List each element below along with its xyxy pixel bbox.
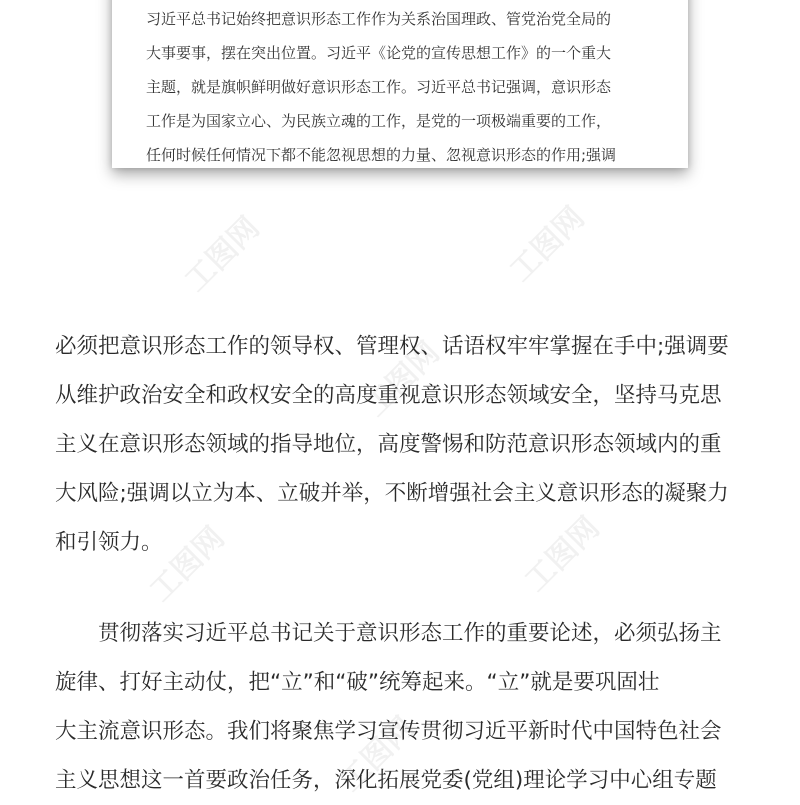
watermark: 工图网 <box>143 520 232 609</box>
paragraph-line: 必须把意识形态工作的领导权、管理权、话语权牢牢掌握在手中;强调要 <box>55 334 729 359</box>
watermark: 工图网 <box>518 510 607 599</box>
paragraph-line: 主义在意识形态领域的指导地位，高度警惕和防范意识形态领域内的重 <box>55 432 722 457</box>
quote-line: 主题，就是旗帜鲜明做好意识形态工作。习近平总书记强调，意识形态 <box>146 78 612 96</box>
quote-card <box>112 0 688 168</box>
paragraph-2 <box>55 609 755 805</box>
quote-line: 任何时候任何情况下都不能忽视思想的力量、忽视意识形态的作用;强调 <box>146 146 617 164</box>
paragraph-line: 大风险;强调以立为本、立破并举，不断增强社会主义意识形态的凝聚力 <box>55 481 729 506</box>
paragraph-line: 从维护政治安全和政权安全的高度重视意识形态领域安全，坚持马克思 <box>55 383 722 408</box>
quote-line: 工作是为国家立心、为民族立魂的工作，是党的一项极端重要的工作， <box>146 112 612 130</box>
paragraph-line: 贯彻落实习近平总书记关于意识形态工作的重要论述，必须弘扬主 <box>98 621 722 646</box>
quote-line: 习近平总书记始终把意识形态工作作为关系治国理政、管党治党全局的 <box>146 10 612 28</box>
paragraph-line: 和引领力。 <box>55 530 163 555</box>
watermark: 工图网 <box>178 210 267 299</box>
quote-line: 大事要事，摆在突出位置。习近平《论党的宣传思想工作》的一个重大 <box>146 44 612 62</box>
paragraph-line: 大主流意识形态。我们将聚焦学习宣传贯彻习近平新时代中国特色社会 <box>55 719 722 744</box>
watermark: 工图网 <box>503 200 592 289</box>
watermark: 工图网 <box>333 710 422 799</box>
watermark: 工图网 <box>358 335 447 424</box>
paragraph-1 <box>55 322 755 567</box>
article-body <box>55 322 755 805</box>
paragraph-line: 主义思想这一首要政治任务，深化拓展党委(党组)理论学习中心组专题 <box>55 768 717 793</box>
paragraph-line: 旋律、打好主动仗，把“立”和“破”统筹起来。“立”就是要巩固壮 <box>55 670 660 695</box>
